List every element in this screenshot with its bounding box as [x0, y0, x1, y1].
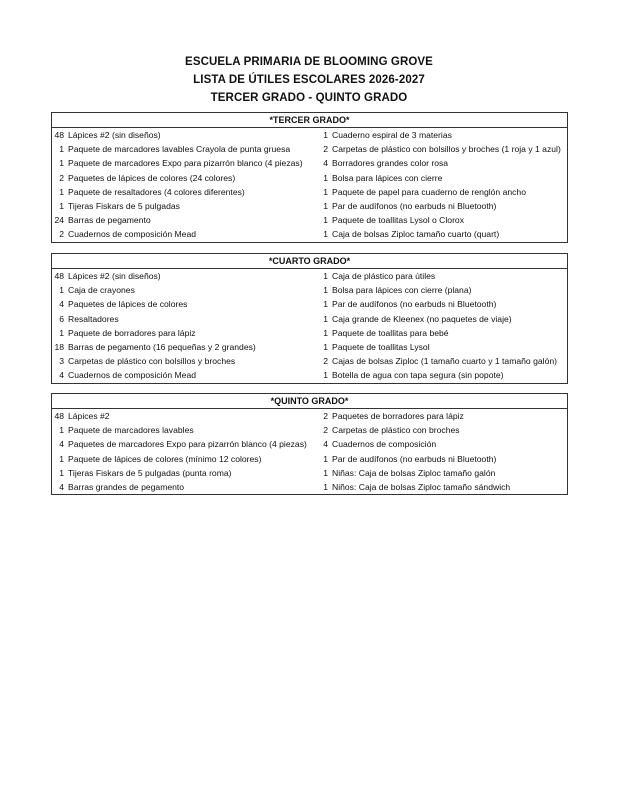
left-column [52, 269, 316, 383]
list-item [316, 354, 569, 368]
right-column [316, 128, 569, 242]
section-tercer-grado [51, 112, 568, 243]
list-item [52, 185, 316, 199]
list-item [316, 171, 569, 185]
item-description: Bolsa para lápices con cierre [332, 172, 443, 183]
list-item [316, 142, 569, 156]
item-description: Paquete de papel para cuaderno de renglón ancho [332, 186, 526, 197]
section-cuarto-grado [51, 253, 568, 384]
item-description: Paquete de toallitas para bebé [332, 327, 449, 338]
item-quantity: 1 [323, 327, 328, 338]
item-description: Caja de bolsas Ziploc tamaño cuarto (quart) [332, 229, 500, 240]
list-item [52, 227, 316, 241]
list-item [316, 409, 569, 423]
item-quantity: 2 [323, 356, 328, 367]
item-quantity: 1 [59, 144, 64, 155]
item-quantity: 2 [59, 172, 64, 183]
item-description: Lápices #2 (sin diseños) [68, 130, 161, 140]
item-description: Carpetas de plástico con broches [332, 425, 460, 436]
list-item [316, 213, 569, 227]
item-description: Cuadernos de composición Mead [68, 229, 197, 240]
item-quantity: 1 [323, 481, 328, 492]
item-quantity: 24 [54, 215, 64, 226]
list-item [52, 409, 316, 423]
item-quantity: 48 [54, 411, 64, 421]
section-title: *TERCER GRADO* [52, 113, 567, 128]
item-description: Paquete de marcadores Expo para pizarrón blanco (4 piezas) [68, 158, 303, 169]
item-quantity: 4 [59, 481, 64, 492]
item-quantity: 1 [323, 200, 328, 211]
item-description: Paquetes de marcadores Expo para pizarrón blanco (4 piezas) [68, 439, 307, 450]
item-description: Paquete de marcadores lavables [68, 425, 194, 436]
list-item [52, 452, 316, 466]
item-description: Cuadernos de composición [332, 439, 437, 450]
item-quantity: 1 [59, 327, 64, 338]
item-description: Botella de agua con tapa segura (sin popote) [332, 370, 504, 381]
item-quantity: 1 [59, 467, 64, 478]
list-item [316, 423, 569, 437]
item-quantity: 2 [323, 425, 328, 436]
item-quantity: 1 [59, 158, 64, 169]
item-description: Carpetas de plástico con bolsillos y broches (1 roja y 1 azul) [332, 144, 561, 155]
item-quantity: 3 [59, 356, 64, 367]
item-quantity: 48 [54, 130, 64, 140]
list-item [52, 437, 316, 451]
list-item [52, 142, 316, 156]
list-item [52, 354, 316, 368]
item-quantity: 4 [59, 299, 64, 310]
item-quantity: 4 [59, 439, 64, 450]
list-item [52, 326, 316, 340]
item-description: Paquete de marcadores lavables Crayola de punta gruesa [68, 144, 291, 155]
list-item [316, 297, 569, 311]
list-item [316, 466, 569, 480]
item-description: Caja grande de Kleenex (no paquetes de viaje) [332, 313, 512, 324]
item-quantity: 1 [323, 467, 328, 478]
item-description: Paquete de resaltadores (4 colores diferentes) [68, 186, 245, 197]
item-quantity: 1 [323, 186, 328, 197]
item-description: Tijeras Fiskars de 5 pulgadas (punta roma) [68, 467, 232, 478]
item-description: Paquete de borradores para lápiz [68, 327, 196, 338]
item-description: Par de audífonos (no earbuds ni Bluetooth) [332, 299, 497, 310]
list-item [52, 269, 316, 283]
item-description: Paquete de lápices de colores (mínimo 12 colores) [68, 453, 262, 464]
item-quantity: 1 [323, 229, 328, 240]
document-header [0, 53, 618, 107]
item-quantity: 1 [323, 370, 328, 381]
section-title: *QUINTO GRADO* [52, 394, 567, 409]
list-item [52, 368, 316, 382]
list-item [316, 452, 569, 466]
item-description: Carpetas de plástico con bolsillos y broches [68, 356, 236, 367]
list-item [316, 128, 569, 142]
list-item [316, 480, 569, 494]
item-description: Paquetes de borradores para lápiz [332, 411, 464, 421]
item-quantity: 2 [59, 229, 64, 240]
list-item [52, 128, 316, 142]
list-item [52, 171, 316, 185]
list-item [316, 340, 569, 354]
item-quantity: 1 [323, 130, 328, 140]
list-item [316, 185, 569, 199]
item-quantity: 1 [59, 285, 64, 296]
item-quantity: 1 [59, 200, 64, 211]
item-quantity: 4 [323, 439, 328, 450]
item-description: Resaltadores [68, 313, 119, 324]
list-item [316, 156, 569, 170]
item-description: Niños: Caja de bolsas Ziploc tamaño sándwich [332, 481, 511, 492]
item-quantity: 6 [59, 313, 64, 324]
item-quantity: 1 [323, 215, 328, 226]
list-item [52, 283, 316, 297]
item-description: Cajas de bolsas Ziploc (1 tamaño cuarto y 1 tamaño galón) [332, 356, 557, 367]
item-description: Par de audífonos (no earbuds ni Bluetooth) [332, 453, 497, 464]
item-quantity: 4 [59, 370, 64, 381]
list-item [52, 312, 316, 326]
right-column [316, 269, 569, 383]
item-description: Cuaderno espiral de 3 materias [332, 130, 452, 140]
list-item [316, 227, 569, 241]
item-description: Bolsa para lápices con cierre (plana) [332, 285, 472, 296]
item-quantity: 1 [59, 425, 64, 436]
item-description: Paquetes de lápices de colores (24 colores) [68, 172, 236, 183]
item-quantity: 48 [54, 271, 64, 281]
list-item [52, 466, 316, 480]
list-item [52, 340, 316, 354]
list-item [316, 326, 569, 340]
item-quantity: 1 [59, 186, 64, 197]
list-item [52, 156, 316, 170]
item-quantity: 1 [323, 313, 328, 324]
list-title: LISTA DE ÚTILES ESCOLARES 2026-2027 [193, 74, 425, 86]
section-quinto-grado [51, 393, 568, 495]
list-item [316, 269, 569, 283]
item-description: Tijeras Fiskars de 5 pulgadas [68, 200, 180, 211]
item-quantity: 1 [59, 453, 64, 464]
item-description: Caja de plástico para útiles [332, 271, 436, 281]
item-description: Lápices #2 (sin diseños) [68, 271, 161, 281]
list-item [316, 312, 569, 326]
item-description: Barras de pegamento [68, 215, 151, 226]
item-quantity: 4 [323, 158, 328, 169]
item-quantity: 1 [323, 299, 328, 310]
item-quantity: 1 [323, 285, 328, 296]
item-description: Niñas: Caja de bolsas Ziploc tamaño galón [332, 467, 496, 478]
list-item [52, 199, 316, 213]
list-item [52, 423, 316, 437]
list-item [316, 437, 569, 451]
left-column [52, 409, 316, 494]
grades-title: TERCER GRADO - QUINTO GRADO [210, 92, 408, 104]
item-quantity: 2 [323, 144, 328, 155]
item-quantity: 1 [323, 453, 328, 464]
item-description: Paquete de toallitas Lysol o Clorox [332, 215, 465, 226]
list-item [316, 199, 569, 213]
list-item [52, 213, 316, 227]
item-description: Par de audífonos (no earbuds ni Bluetooth) [332, 200, 497, 211]
list-item [316, 283, 569, 297]
item-description: Borradores grandes color rosa [332, 158, 449, 169]
item-description: Barras de pegamento (16 pequeñas y 2 grandes) [68, 341, 256, 352]
list-item [316, 368, 569, 382]
list-item [52, 297, 316, 311]
list-item [52, 480, 316, 494]
item-quantity: 18 [54, 341, 64, 352]
item-description: Lápices #2 [68, 411, 110, 421]
item-description: Barras grandes de pegamento [68, 481, 185, 492]
section-title: *CUARTO GRADO* [52, 254, 567, 269]
item-description: Caja de crayones [68, 285, 135, 296]
item-quantity: 1 [323, 341, 328, 352]
item-quantity: 2 [323, 411, 328, 421]
right-column [316, 409, 569, 494]
school-name: ESCUELA PRIMARIA DE BLOOMING GROVE [185, 56, 433, 68]
item-description: Cuadernos de composición Mead [68, 370, 197, 381]
item-description: Paquete de toallitas Lysol [332, 341, 430, 352]
item-quantity: 1 [323, 172, 328, 183]
left-column [52, 128, 316, 242]
item-quantity: 1 [323, 271, 328, 281]
item-description: Paquetes de lápices de colores [68, 299, 188, 310]
